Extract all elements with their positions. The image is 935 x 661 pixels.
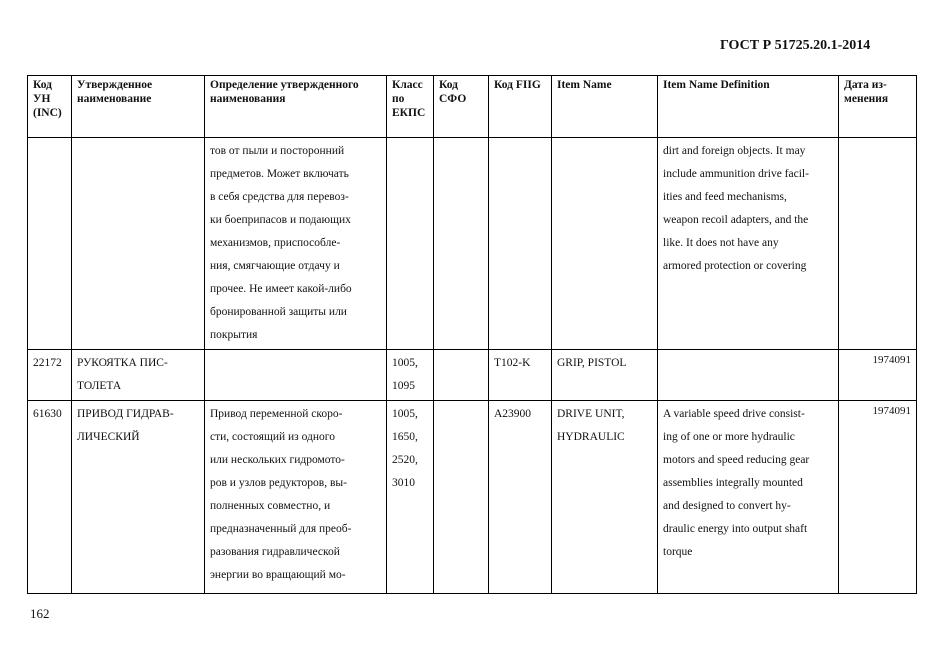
table-row <box>28 350 917 401</box>
cell-name <box>72 138 205 350</box>
cell-fiig <box>489 138 552 350</box>
cell-item-name: GRIP, PISTOL <box>552 350 658 401</box>
cell-date: 1974091 <box>839 401 917 594</box>
header-fiig: Код FIIG <box>489 76 552 138</box>
data-table <box>27 75 917 594</box>
header-definition: Определение утвержденного наименования <box>205 76 387 138</box>
cell-item-definition: dirt and foreign objects. It may include ammunition drive facil- ities and feed mechanisms, weapon recoil adapters, and the like. It does not have any armored protection or covering <box>658 138 839 350</box>
header-approved-name: Утвержденное наименование <box>72 76 205 138</box>
document-code: ГОСТ Р 51725.20.1-2014 <box>720 38 871 53</box>
cell-inc: 22172 <box>28 350 72 401</box>
cell-inc: 61630 <box>28 401 72 594</box>
cell-inc <box>28 138 72 350</box>
cell-definition: тов от пыли и посторонний предметов. Может включать в себя средства для перевоз- ки боеприпасов и подающих механизмов, приспособле- ния, смягчающие отдачу и прочее. Не имеет какой-либо бронированной защиты или покрытия <box>205 138 387 350</box>
header-item-name-definition: Item Name Definition <box>658 76 839 138</box>
cell-sfo <box>434 350 489 401</box>
header-class: Класс по ЕКПС <box>387 76 434 138</box>
cell-item-name: DRIVE UNIT, HYDRAULIC <box>552 401 658 594</box>
page-number: 162 <box>30 606 50 621</box>
header-item-name: Item Name <box>552 76 658 138</box>
cell-item-definition: A variable speed drive consist- ing of one or more hydraulic motors and speed reducing gear assemblies integrally mounted and designed to convert hy- draulic energy into output shaft torque <box>658 401 839 594</box>
cell-name: РУКОЯТКА ПИС- ТОЛЕТА <box>72 350 205 401</box>
cell-item-definition <box>658 350 839 401</box>
cell-fiig: A23900 <box>489 401 552 594</box>
cell-definition: Привод переменной скоро- сти, состоящий из одного или нескольких гидромото- ров и узлов редукторов, вы- полненных совместно, и предназначенный для преоб- разования гидравлической энергии во вращающий мо- <box>205 401 387 594</box>
cell-sfo <box>434 401 489 594</box>
header-sfo: Код СФО <box>434 76 489 138</box>
cell-class: 1005, 1650, 2520, 3010 <box>387 401 434 594</box>
cell-item-name <box>552 138 658 350</box>
cell-class <box>387 138 434 350</box>
header-change-date: Дата из- менения <box>839 76 917 138</box>
table-row <box>28 401 917 594</box>
cell-date <box>839 138 917 350</box>
cell-date: 1974091 <box>839 350 917 401</box>
cell-fiig: T102-K <box>489 350 552 401</box>
cell-sfo <box>434 138 489 350</box>
cell-name: ПРИВОД ГИДРАВ- ЛИЧЕСКИЙ <box>72 401 205 594</box>
table-row <box>28 138 917 350</box>
header-inc: Код УН (INC) <box>28 76 72 138</box>
cell-class: 1005, 1095 <box>387 350 434 401</box>
cell-definition <box>205 350 387 401</box>
table-header-row <box>28 76 917 138</box>
